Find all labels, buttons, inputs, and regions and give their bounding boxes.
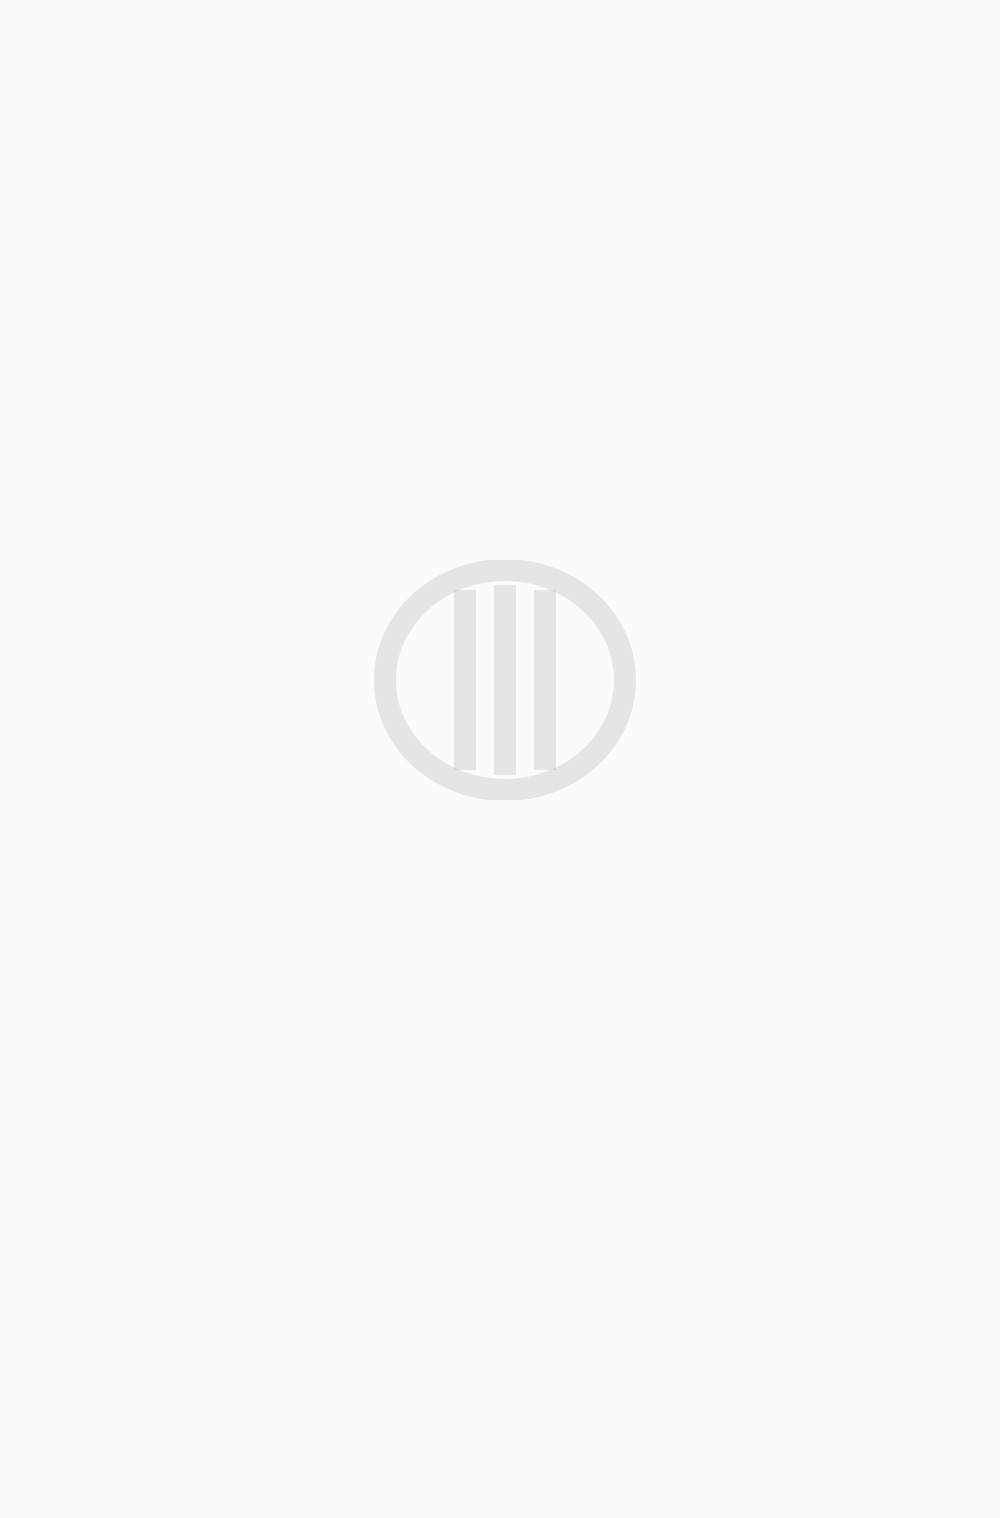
watermark-text bbox=[55, 590, 916, 853]
watermark-logo bbox=[360, 560, 650, 800]
